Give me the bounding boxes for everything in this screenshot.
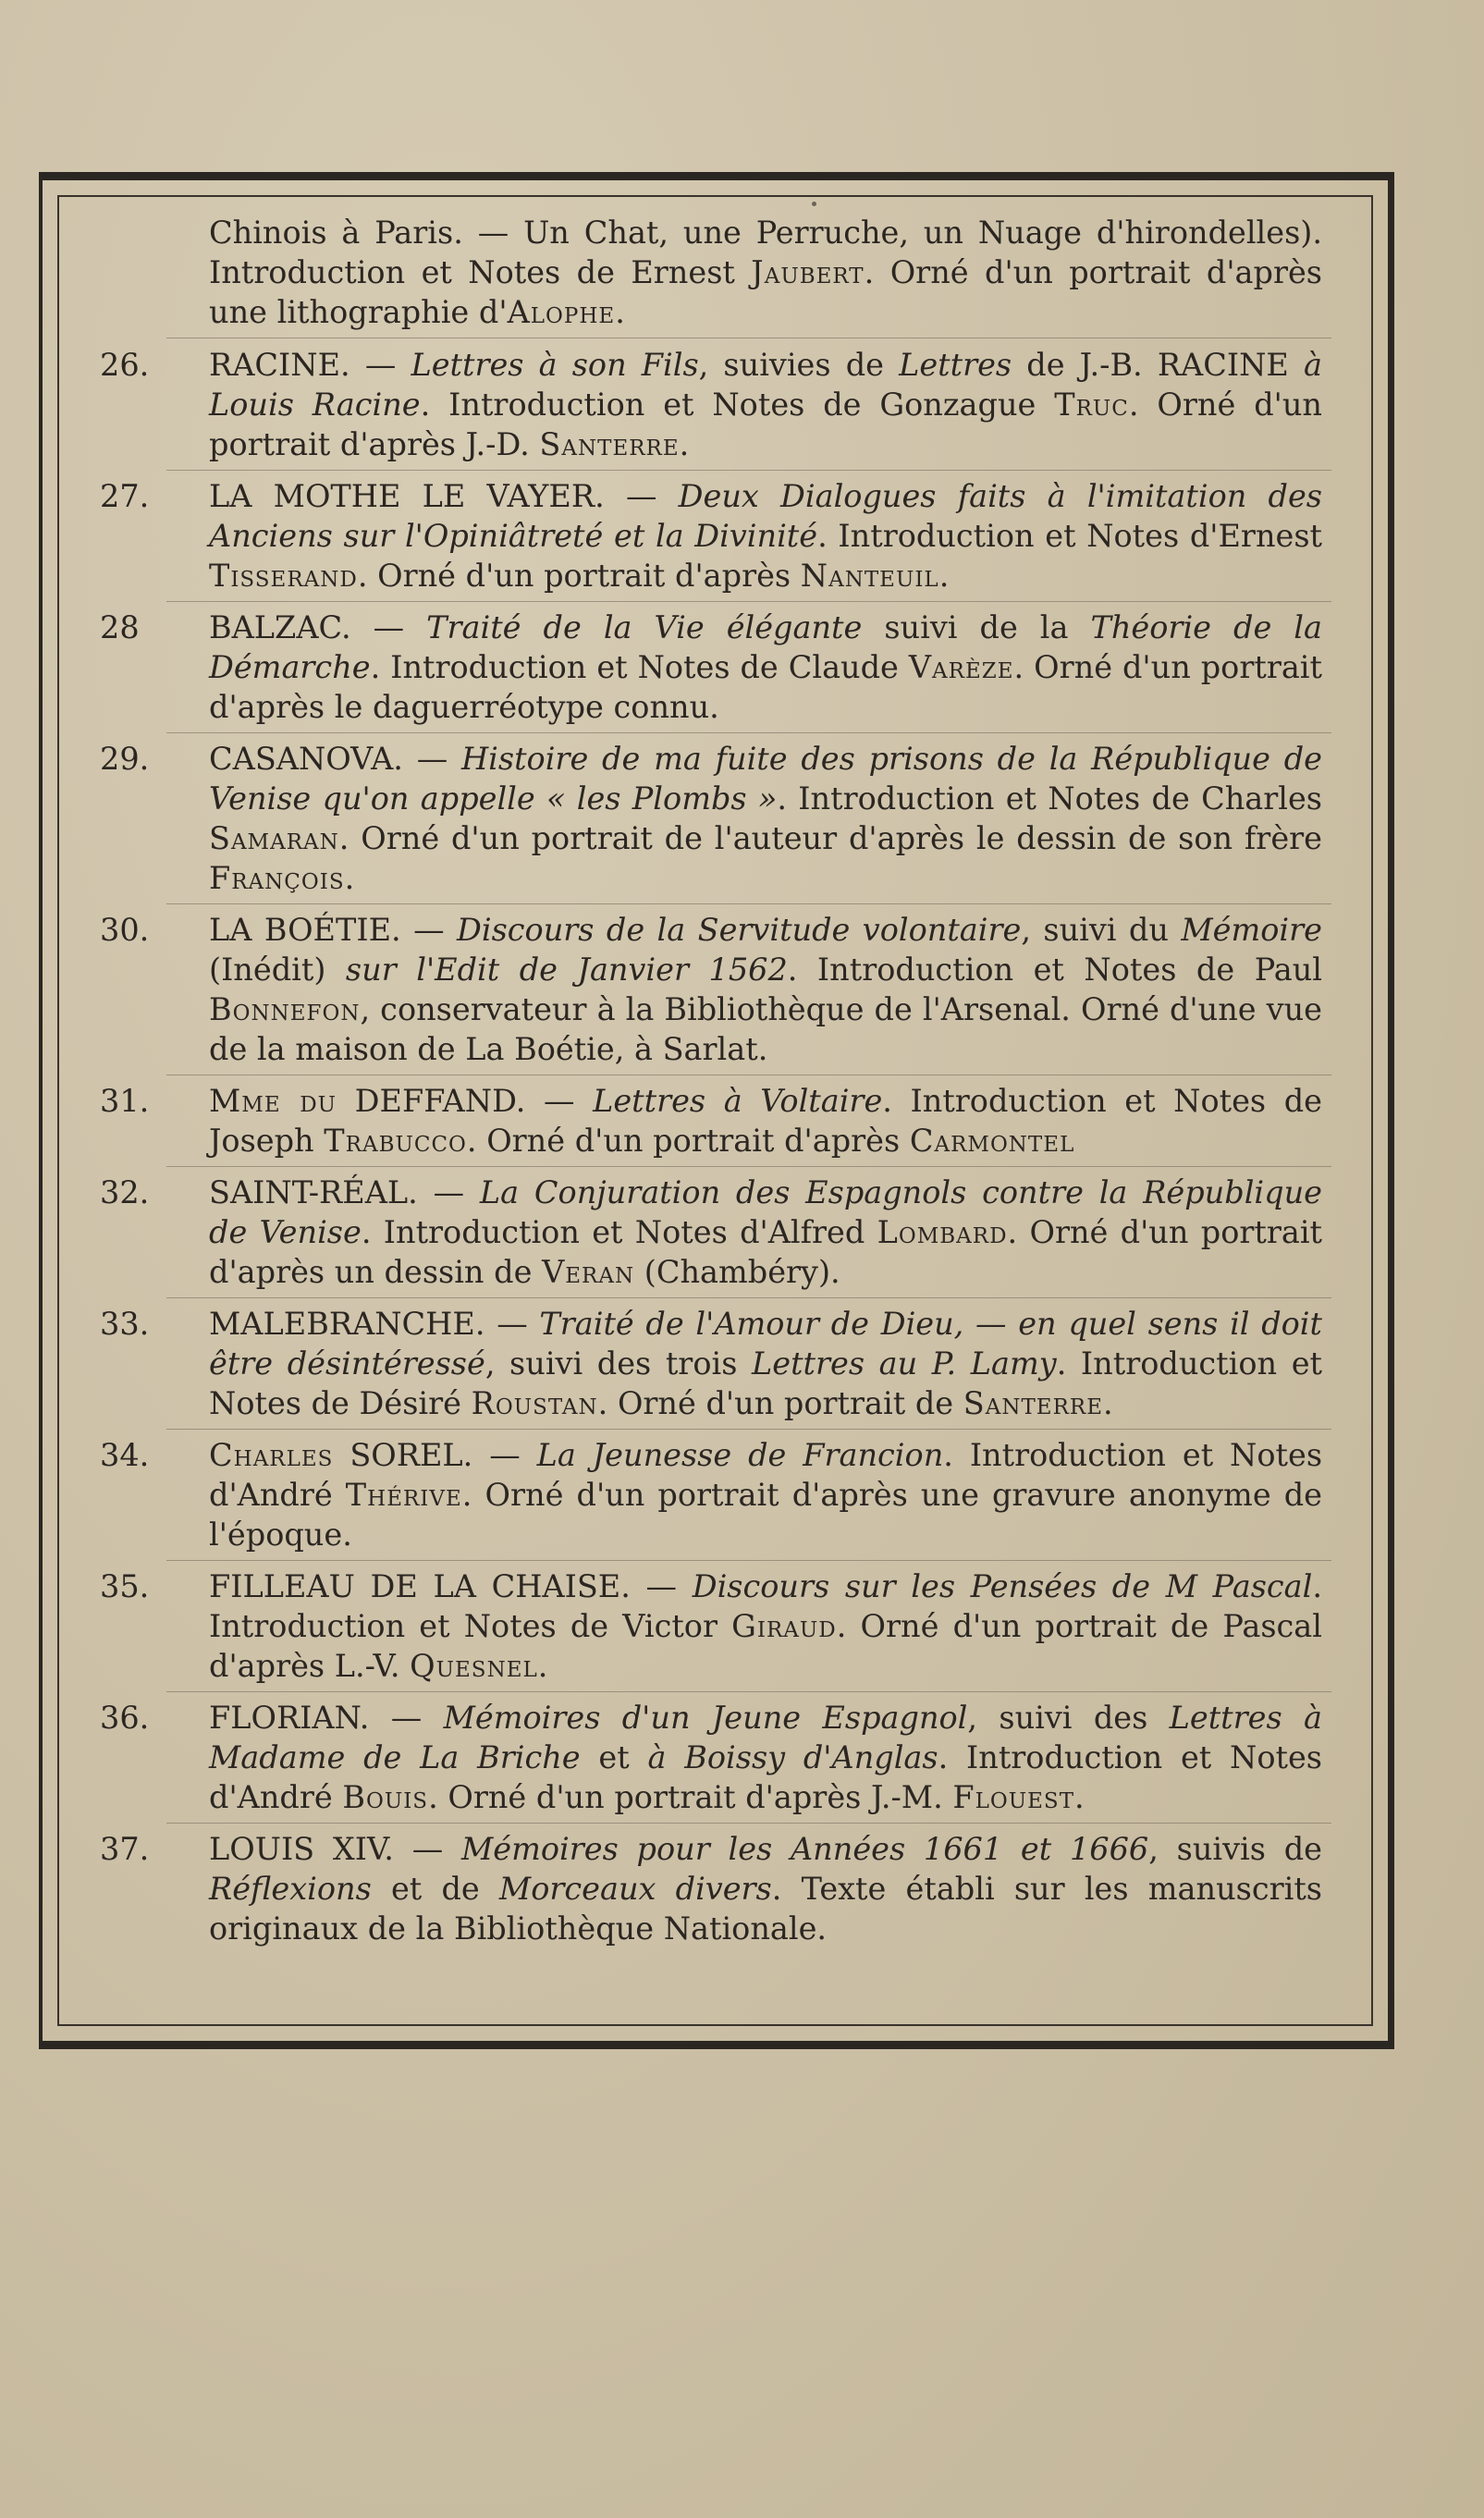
entry-title: Traité de la Vie élégante (426, 609, 863, 645)
catalogue-entry-32: 32. SAINT-RÉAL. — La Conjuration des Espagnols contre la République de Venise. Introduction et Notes d'Alfred Lombard. Orné d'un portrait d'après un dessin de Veran (Chambéry). (74, 1173, 1331, 1292)
entry-number: 34. (100, 1437, 150, 1473)
entry-title: La Conjuration des Espagnols contre la République de Venise (209, 1174, 1322, 1250)
entry-author: FILLEAU DE LA CHAISE. (209, 1568, 631, 1604)
entry-author: CASANOVA. (209, 741, 403, 777)
entry-separator (166, 1297, 1331, 1298)
catalogue-entry-30: 30. LA BOÉTIE. — Discours de la Servitude volontaire, suivi du Mémoire (Inédit) sur l'Edit de Janvier 1562. Introduction et Notes de Paul Bonnefon, conservateur à la Bibliothèque de l'Arsenal. Orné d'une vue de la maison de La Boétie, à Sarlat. (74, 910, 1331, 1069)
catalogue-entry-37: 37. LOUIS XIV. — Mémoires pour les Années 1661 et 1666, suivis de Réflexions et de Morceaux divers. Texte établi sur les manuscrits originaux de la Bibliothèque Nationale. (100, 1831, 1322, 1947)
entry-number: 31. (100, 1083, 150, 1119)
entry-number: 33. (100, 1306, 150, 1342)
entry-number: 32. (100, 1174, 150, 1210)
entry-title: Histoire de ma fuite des prisons de la République de Venise qu'on appelle « les Plombs » (209, 741, 1322, 817)
entry-title: La Jeunesse de Francion (536, 1437, 944, 1473)
entry-number: 27. (100, 478, 150, 514)
catalogue-list (74, 213, 1331, 1960)
entry-title: Mémoires d'un Jeune Espagnol (443, 1700, 968, 1736)
entry-number: 30. (100, 912, 150, 948)
entry-number: 28 (100, 609, 140, 645)
entry-separator (166, 470, 1331, 471)
entry-author: SAINT-RÉAL. (209, 1174, 418, 1210)
entry-separator (166, 1691, 1331, 1692)
catalogue-entry-36: 36. FLORIAN. — Mémoires d'un Jeune Espagnol, suivi des Lettres à Madame de La Briche et à Boissy d'Anglas. Introduction et Notes d'André Bouis. Orné d'un portrait d'après J.-M. Flouest. (74, 1698, 1331, 1817)
entry-author-prefix: Mme du (209, 1083, 337, 1119)
entry-title: Traité de l'Amour de Dieu, — en quel sens il doit être désintéressé (209, 1306, 1322, 1382)
entry-separator (166, 1166, 1331, 1167)
catalogue-entry-31: 31. Mme du DEFFAND. — Lettres à Voltaire. Introduction et Notes de Joseph Trabucco. Orné d'un portrait d'après Carmontel (74, 1081, 1331, 1161)
entry-author: FLORIAN. (209, 1700, 370, 1736)
entry-title: Discours sur les Pensées de M Pascal (692, 1568, 1313, 1604)
entry-separator (166, 732, 1331, 733)
entry-author: RACINE. (209, 347, 350, 383)
entry-title: Deux Dialogues faits à l'imitation des Anciens sur l'Opiniâtreté et la Divinité (209, 478, 1322, 554)
entry-author: DEFFAND. (354, 1083, 526, 1119)
entry-number: 35. (100, 1568, 150, 1604)
entry-number: 37. (100, 1831, 150, 1867)
catalogue-entry-continuation: Chinois à Paris. — Un Chat, une Perruche, un Nuage d'hirondelles). Introduction et Notes de Ernest Jaubert. Orné d'un portrait d'après une lithographie d'Alophe. (74, 213, 1331, 332)
entry-number: 26. (100, 347, 150, 383)
catalogue-entry-33: 33. MALEBRANCHE. — Traité de l'Amour de Dieu, — en quel sens il doit être désintéressé, suivi des trois Lettres au P. Lamy. Introduction et Notes de Désiré Roustan. Orné d'un portrait de Santerre. (74, 1304, 1331, 1423)
catalogue-entry-35: 35. FILLEAU DE LA CHAISE. — Discours sur les Pensées de M Pascal. Introduction et Notes de Victor Giraud. Orné d'un portrait de Pascal d'après L.-V. Quesnel. (74, 1566, 1331, 1686)
entry-title: Discours de la Servitude volontaire (457, 912, 1022, 948)
catalogue-entry-28: 28 BALZAC. — Traité de la Vie élégante suivi de la Théorie de la Démarche. Introduction et Notes de Claude Varèze. Orné d'un portrait d'après le daguerréotype connu. (74, 608, 1331, 727)
entry-separator (166, 1823, 1331, 1824)
entry-author-prefix: Charles (209, 1437, 334, 1473)
entry-separator (166, 601, 1331, 602)
catalogue-entry-34: 34. Charles SOREL. — La Jeunesse de Francion. Introduction et Notes d'André Thérive. Orné d'un portrait d'après une gravure anonyme de l'époque. (74, 1435, 1331, 1554)
entry-number: 29. (100, 741, 150, 777)
entry-title: Lettres à son Fils (411, 347, 699, 383)
entry-author: LOUIS XIV. (209, 1831, 394, 1867)
entry-author: MALEBRANCHE. (209, 1306, 485, 1342)
entry-author: LA BOÉTIE. (209, 912, 401, 948)
catalogue-entry-26: 26. RACINE. — Lettres à son Fils, suivies de Lettres de J.-B. RACINE à Louis Racine. Introduction et Notes de Gonzague Truc. Orné d'un portrait d'après J.-D. Santerre. (74, 345, 1331, 464)
entry-title: Mémoires pour les Années 1661 et 1666 (460, 1831, 1149, 1867)
entry-separator (166, 1560, 1331, 1561)
entry-author: SOREL. (350, 1437, 473, 1473)
ink-speck (812, 202, 816, 206)
entry-number: 36. (100, 1700, 150, 1736)
entry-title: Lettres à Voltaire (593, 1083, 883, 1119)
entry-separator (166, 1429, 1331, 1430)
entry-separator (166, 903, 1331, 904)
entry-author: LA MOTHE LE VAYER. (209, 478, 605, 514)
catalogue-entry-27: 27. LA MOTHE LE VAYER. — Deux Dialogues faits à l'imitation des Anciens sur l'Opiniâtreté et la Divinité. Introduction et Notes d'Ernest Tisserand. Orné d'un portrait d'après Nanteuil. (74, 476, 1331, 596)
entry-author: BALZAC. (209, 609, 351, 645)
catalogue-entry-29: 29. CASANOVA. — Histoire de ma fuite des prisons de la République de Venise qu'on appelle « les Plombs ». Introduction et Notes de Charles Samaran. Orné d'un portrait de l'auteur d'après le dessin de son frère François. (74, 739, 1331, 898)
